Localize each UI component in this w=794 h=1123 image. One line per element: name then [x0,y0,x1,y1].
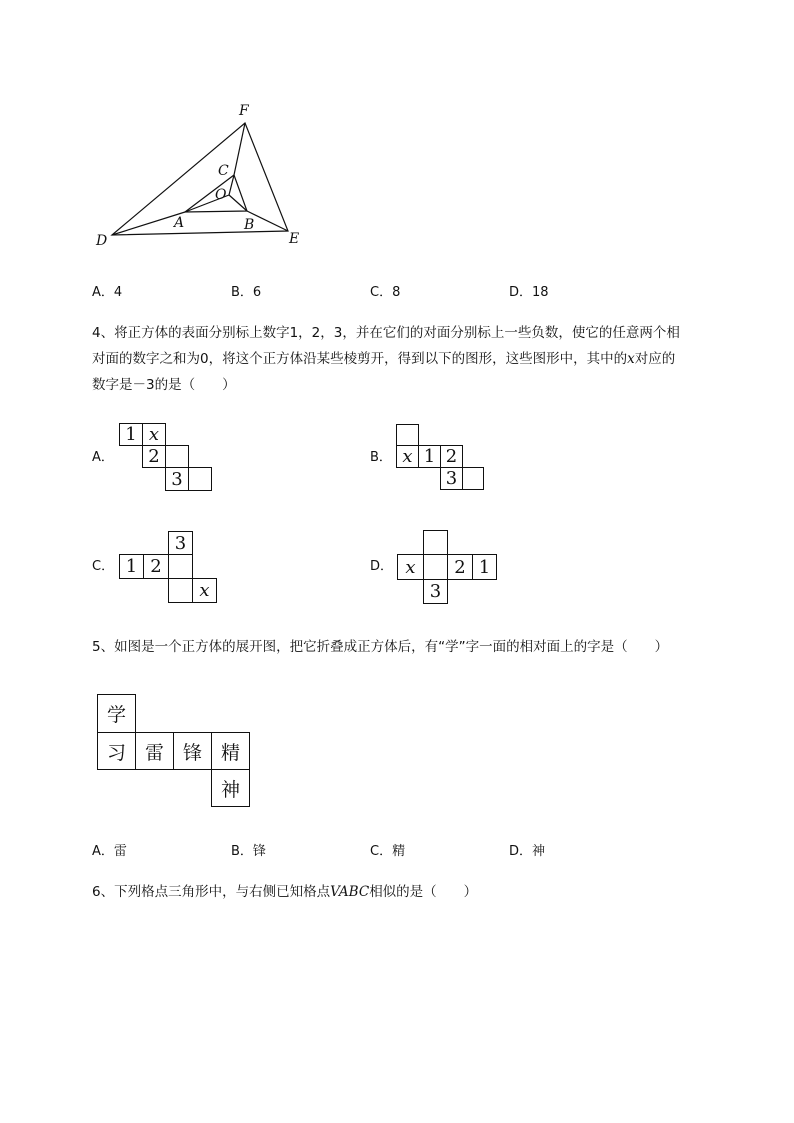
net-a-cell: 3 [165,467,189,491]
net-c-cell [168,554,193,579]
net-b-cell [462,467,484,490]
net-a-cell [165,445,189,468]
q4-line-2-a: 对面的数字之和为0，将这个正方体沿某些棱剪开，得到以下的图形，这些图形中，其中的 [92,351,628,367]
q5-net-cell: 锋 [173,732,212,770]
net-c-cell: 2 [143,554,169,579]
net-a-cell [188,467,212,491]
label-c: C [218,163,229,179]
net-d-cell [423,530,448,555]
net-c-cell: x [192,578,217,603]
q3-option-b[interactable]: B．6 [231,285,262,300]
q4-line-2 [92,347,675,371]
net-d-cell [423,554,448,580]
net-b-cell [396,424,419,446]
q5-option-a[interactable]: A．雷 [92,844,127,859]
label-a: A [174,215,185,231]
label-f: F [239,103,249,119]
q4-variable-x: x [627,351,635,367]
q6-text-a: 6、下列格点三角形中，与右侧已知格点 [92,884,331,900]
label-b: B [244,217,255,233]
net-c-cell: 3 [168,531,193,555]
q6-text [92,880,477,904]
q5-option-c[interactable]: C．精 [370,844,406,859]
net-d-cell: 2 [447,554,473,580]
net-c-cell [168,578,193,603]
q3-option-a[interactable]: A．4 [92,285,123,300]
q5-net-cell: 神 [211,769,250,807]
q5-text: 5、如图是一个正方体的展开图，把它折叠成正方体后，有“学”字一面的相对面上的字是（ ） [92,639,669,655]
q5-net-cell: 学 [97,694,136,733]
net-a-cell: x [142,423,166,446]
q3-option-c[interactable]: C．8 [370,285,401,300]
q5-net-cell: 习 [97,732,136,770]
q4-option-a-label[interactable]: A． [92,450,114,465]
q6-text-b: 相似的是（ ） [369,884,478,900]
net-b-cell: x [396,445,419,468]
q5-net-cell: 精 [211,732,250,770]
net-b-cell: 3 [440,467,463,490]
net-b-cell: 2 [440,445,463,468]
q4-line-1: 4、将正方体的表面分别标上数字1，2，3，并在它们的对面分别标上一些负数，使它的任意两个相 [92,325,680,341]
net-b-cell: 1 [418,445,441,468]
q4-option-d-label[interactable]: D． [370,559,394,574]
net-d-cell: x [397,554,424,580]
q4-line-3: 数字是－3的是（ ） [92,377,236,393]
q3-option-d[interactable]: D．18 [509,285,549,300]
net-a-cell: 1 [119,423,143,446]
label-e: E [289,231,300,247]
net-d-cell: 3 [423,579,448,604]
label-o: O [215,187,227,203]
q4-option-b-label[interactable]: B． [370,450,392,465]
q5-net-cell: 雷 [135,732,174,770]
q5-option-d[interactable]: D．神 [509,844,546,859]
label-d: D [96,233,108,249]
net-c-cell: 1 [119,554,144,579]
triangle-figure [90,95,320,255]
net-d-cell: 1 [472,554,497,580]
q4-option-c-label[interactable]: C． [92,559,115,574]
q6-triangle-name: VABC [330,884,370,900]
net-a-cell: 2 [142,445,166,468]
q5-option-b[interactable]: B．锋 [231,844,266,859]
q4-line-2-b: 对应的 [634,351,676,367]
